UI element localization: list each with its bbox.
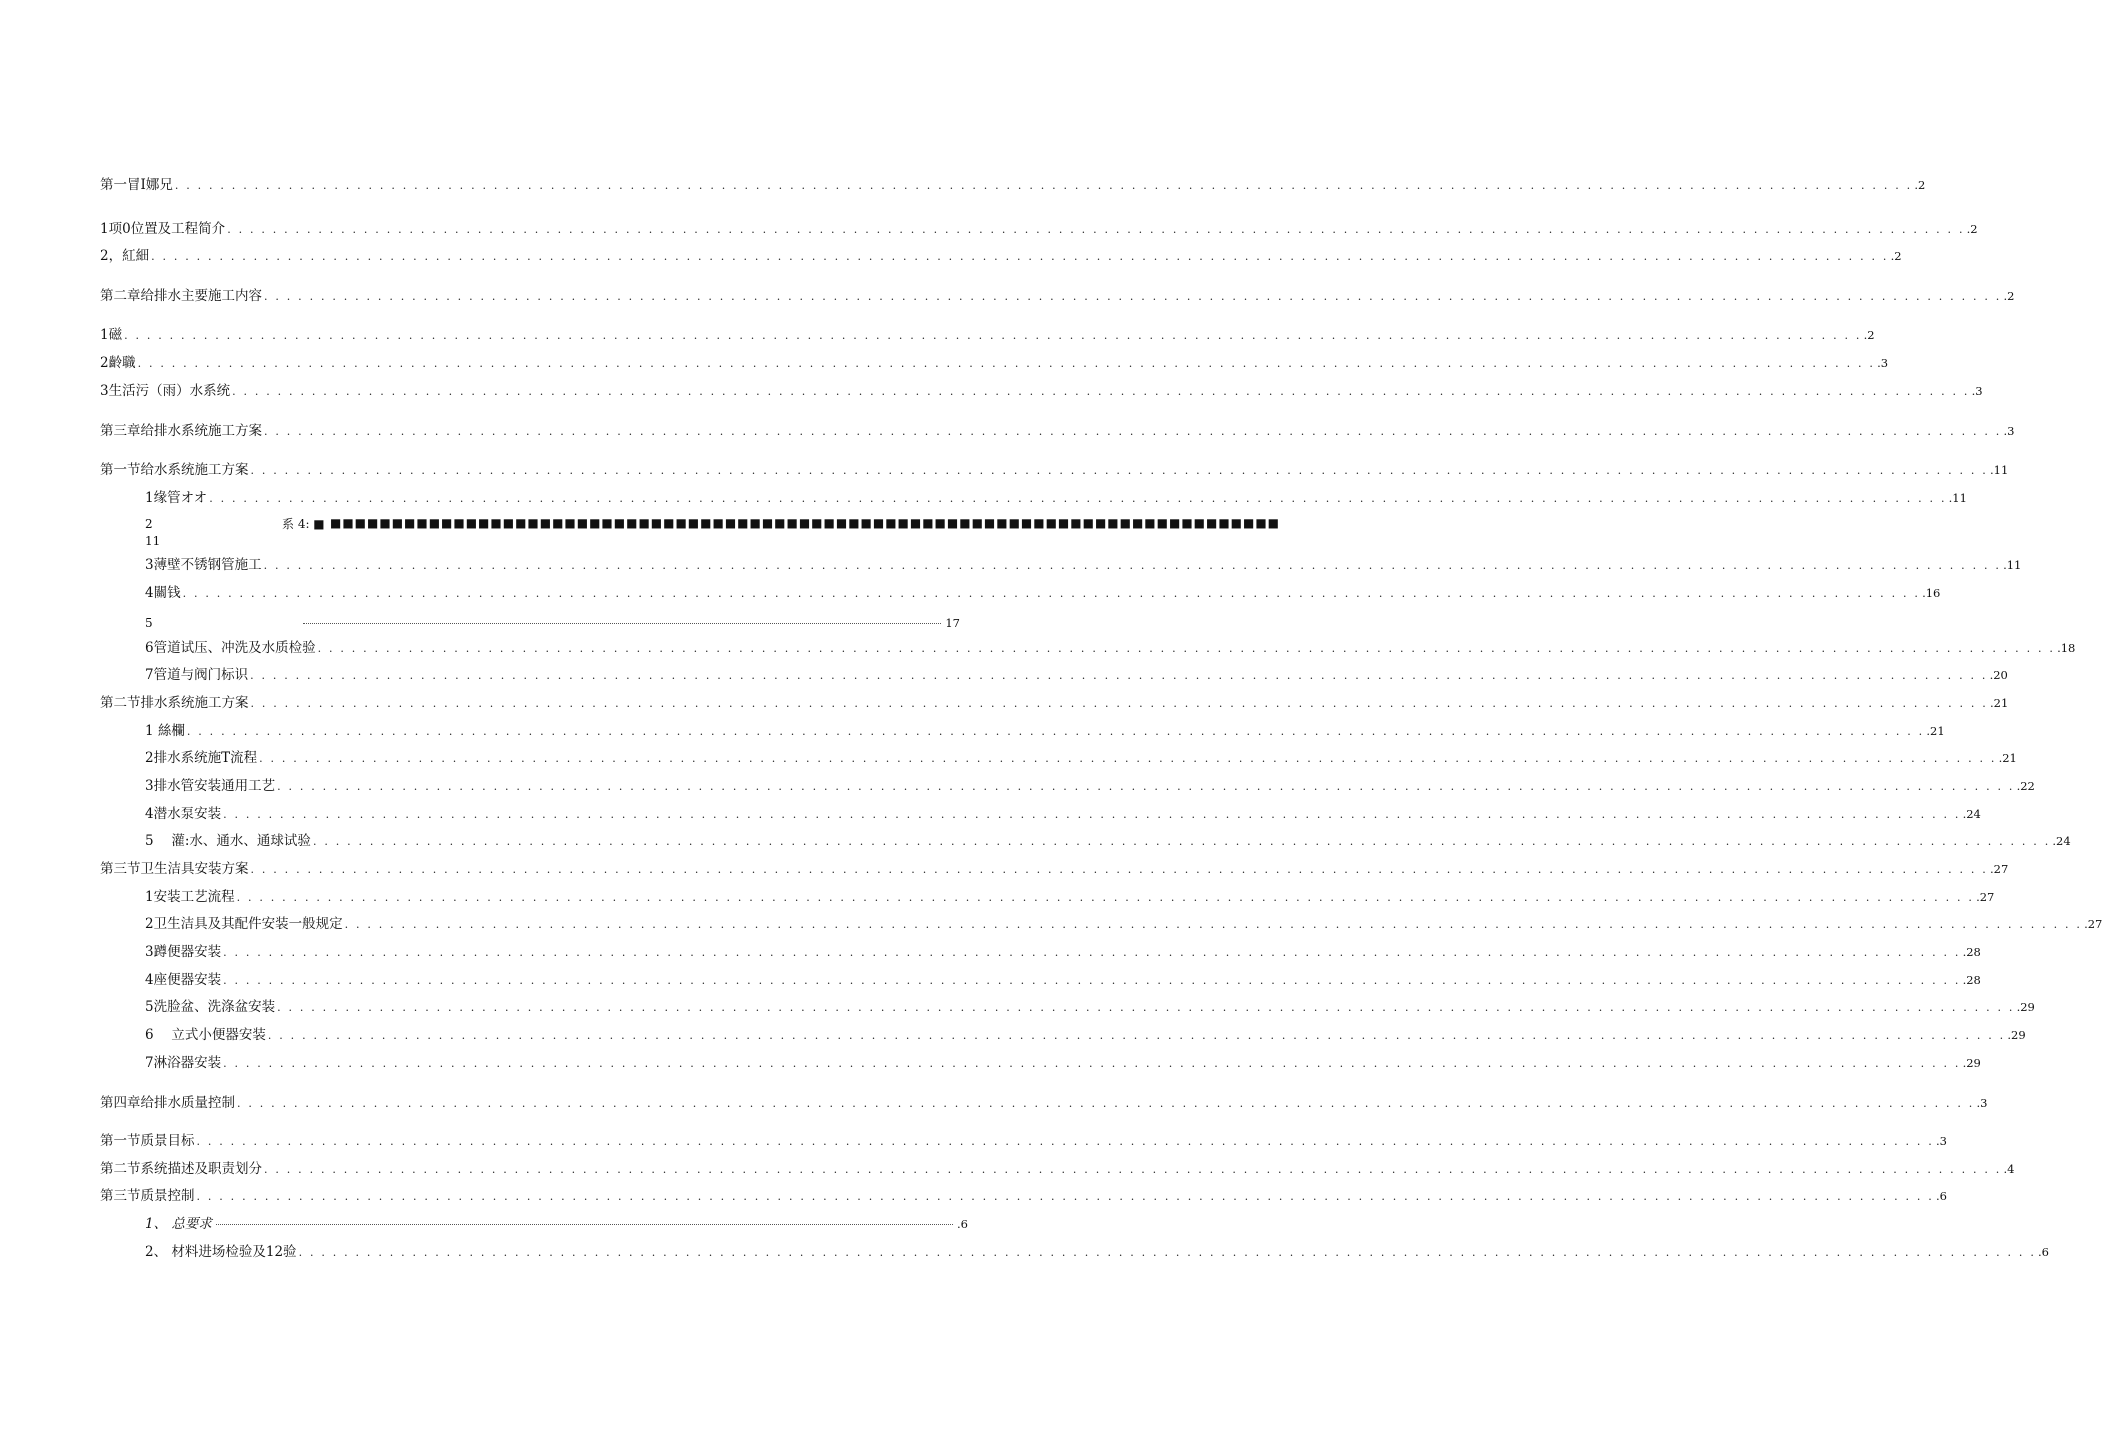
toc-entry[interactable] (145, 584, 1941, 603)
toc-entry[interactable] (100, 1187, 1947, 1206)
toc-entry[interactable] (100, 176, 1926, 195)
toc-entry-page: .29 (2007, 1028, 2026, 1042)
toc-entry-title: 1 絲欄 (145, 723, 185, 739)
toc-entry[interactable] (100, 461, 2009, 480)
toc-entry-title: 1安装工艺流程 (145, 889, 235, 905)
toc-entry-title: 5洗脸盆、洗涤盆安装 (145, 999, 276, 1015)
toc-entry-title: 7管道与阀门标识 (145, 667, 249, 683)
toc-leader-dots (183, 585, 1920, 603)
toc-entry[interactable] (100, 1160, 2015, 1179)
toc-entry-number: 5 (145, 616, 153, 630)
toc-entry[interactable] (100, 247, 1902, 266)
toc-entry[interactable] (100, 1094, 1988, 1113)
toc-entry-page: .27 (1976, 890, 1995, 904)
toc-entry[interactable] (100, 694, 2009, 713)
toc-leader-line (216, 1223, 953, 1225)
toc-entry-page: .3 (1877, 356, 1889, 370)
toc-entry-title: 2、 材料进场检验及12验 (145, 1244, 297, 1260)
toc-leader-dots (259, 750, 1996, 768)
toc-entry-page: 11 (145, 534, 161, 548)
toc-leader-dots (268, 1027, 2005, 1045)
toc-entry[interactable] (145, 1026, 2026, 1045)
toc-leader-dots (318, 640, 2055, 658)
toc-entry-title: 4關钱 (145, 585, 181, 601)
toc-entry-page: .2 (1914, 178, 1926, 192)
toc-entry[interactable] (145, 832, 2071, 851)
toc-entry-title: 3薄壁不锈钢管施工 (145, 557, 262, 573)
toc-entry-page: .11 (2003, 558, 2022, 572)
toc-entry-title: 2排水系统施T流程 (145, 750, 258, 766)
toc-entry-title: 第一冒I娜兄 (100, 177, 173, 193)
toc-leader-dots (251, 861, 1988, 879)
toc-entry-page: .3 (1971, 384, 1983, 398)
toc-entry-page: .16 (1922, 586, 1941, 600)
toc-entry[interactable] (100, 354, 1889, 373)
toc-entry-title: 第二章给排水主要施工内容 (100, 288, 262, 304)
toc-entry-title: 4座便器安装 (145, 972, 222, 988)
toc-entry-title: 6管道试压、冲洗及水质检验 (145, 640, 316, 656)
toc-leader-dots (264, 423, 2001, 441)
toc-entry-page: .11 (1989, 463, 2009, 477)
toc-entry-title: 4潜水泵安装 (145, 806, 222, 822)
toc-entry-page: 17 (945, 616, 960, 630)
toc-entry-page: .29 (2016, 1000, 2035, 1014)
toc-leader-dots (124, 327, 1861, 345)
toc-entry-title: 第一节质景目标 (100, 1133, 195, 1149)
toc-leader-dots (277, 778, 2014, 796)
toc-entry[interactable] (145, 749, 2017, 768)
toc-entry-page: .4 (2003, 1162, 2015, 1176)
toc-leader-dots (197, 1188, 1934, 1206)
toc-entry-page: .3 (2003, 424, 2015, 438)
toc-entry-page: .27 (1989, 862, 2009, 876)
garbled-leader-blocks: ■■■■■■■■■■■■■■■■■■■■■■■■■■■■■■■■■■■■■■■■■■■■■■■■■■■■■■■■■■■■■■■■■■■■■■■■■■■■■ (330, 516, 1281, 530)
toc-entry[interactable] (100, 860, 2009, 879)
toc-entry-page: .21 (1989, 696, 2009, 710)
toc-entry-title: 3蹲便器安装 (145, 944, 222, 960)
toc-entry-page: .24 (2052, 834, 2071, 848)
toc-entry[interactable] (145, 489, 1967, 508)
toc-leader-dots (227, 221, 1964, 239)
toc-entry-title: 第三节质景控制 (100, 1188, 195, 1204)
toc-leader-dots (313, 833, 2050, 851)
toc-entry-page: .2 (2003, 289, 2015, 303)
toc-leader-dots (223, 944, 1960, 962)
toc-entry[interactable] (145, 1215, 968, 1233)
toc-leader-dots (187, 723, 1924, 741)
toc-entry-title: 2卫生洁具及其配件安装一般规定 (145, 916, 343, 932)
toc-leader-dots (250, 667, 1987, 685)
toc-entry-page: .11 (1948, 491, 1967, 505)
toc-leader-dots (251, 462, 1988, 480)
toc-entry[interactable] (145, 639, 2076, 658)
toc-leader-dots (264, 288, 2001, 306)
toc-leader-dots (223, 1055, 1960, 1073)
toc-entry[interactable] (100, 220, 1978, 239)
toc-leader-dots (277, 999, 2014, 1017)
toc-entry[interactable] (145, 777, 2035, 796)
toc-leader-dots (209, 490, 1946, 508)
toc-entry-page: .2 (1890, 249, 1902, 263)
toc-leader-dots (299, 1244, 2036, 1262)
toc-leader-dots (151, 248, 1888, 266)
toc-entry-title: 第四章给排水质量控制 (100, 1095, 235, 1111)
toc-entry-title: 第二节系统描述及职责划分 (100, 1161, 262, 1177)
toc-entry-title: 1项0位置及工程简介 (100, 221, 226, 237)
toc-entry-title: 1、 总要求 (145, 1216, 212, 1232)
toc-entry-page: .18 (2057, 641, 2076, 655)
toc-leader-dots (138, 355, 1875, 373)
toc-entry[interactable] (100, 287, 2015, 306)
toc-entry-page: .3 (1976, 1096, 1988, 1110)
toc-entry[interactable] (100, 1132, 1947, 1151)
toc-entry-page: .24 (1962, 807, 1981, 821)
toc-entry-page: .21 (1998, 751, 2017, 765)
toc-entry-title: 2，紅細 (100, 248, 150, 264)
toc-leader-dots (223, 806, 1960, 824)
toc-leader-dots (251, 695, 1988, 713)
toc-entry[interactable] (145, 1243, 2050, 1262)
toc-leader-dots (223, 972, 1960, 990)
toc-entry[interactable] (145, 998, 2035, 1017)
toc-entry-page: .22 (2016, 779, 2035, 793)
toc-entry-page: .28 (1962, 973, 1981, 987)
toc-entry-page: .20 (1989, 668, 2008, 682)
toc-entry[interactable] (100, 422, 2015, 441)
toc-leader-dots (237, 889, 1974, 907)
toc-leader-dots (175, 177, 1912, 195)
toc-leader-dots (264, 557, 2001, 575)
toc-entry[interactable] (145, 915, 2102, 934)
toc-leader-dots (237, 1095, 1974, 1113)
toc-entry-page: .28 (1962, 945, 1981, 959)
toc-entry[interactable] (100, 326, 1875, 345)
toc-entry[interactable] (145, 805, 1981, 824)
toc-entry[interactable] (145, 666, 2008, 685)
toc-entry-title: 系 4: ■ (282, 517, 325, 531)
toc-entry-title: 第二节排水系统施工方案 (100, 695, 249, 711)
toc-leader-dots (345, 916, 2082, 934)
toc-entry-page: .6 (1935, 1189, 1947, 1203)
toc-entry-page: .6 (957, 1217, 968, 1231)
toc-entry[interactable] (145, 722, 1945, 741)
toc-entry-title: 第三章给排水系统施工方案 (100, 423, 262, 439)
toc-entry-title: 1磁 (100, 327, 123, 343)
toc-entry[interactable] (145, 1054, 1981, 1073)
toc-entry[interactable] (145, 888, 1995, 907)
toc-leader-dots (232, 383, 1969, 401)
toc-entry-title: 6 立式小便器安装 (145, 1027, 266, 1043)
toc-entry[interactable] (145, 614, 960, 632)
toc-entry-page: .21 (1926, 724, 1945, 738)
toc-entry-title: 1缘管オオ (145, 490, 208, 506)
toc-leader-dots (264, 1161, 2001, 1179)
toc-entry-page: .27 (2084, 917, 2102, 931)
toc-entry[interactable] (145, 971, 1981, 990)
toc-entry-title: 7淋浴器安装 (145, 1055, 222, 1071)
toc-entry[interactable] (145, 943, 1981, 962)
toc-entry-title: 3生活污（雨）水系统 (100, 383, 231, 399)
toc-entry-page: .6 (2038, 1245, 2050, 1259)
toc-entry[interactable] (145, 556, 2022, 575)
toc-entry-title: 5 灌:水、通水、通球试验 (145, 833, 311, 849)
toc-entry-title: 3排水管安装通用工艺 (145, 778, 276, 794)
toc-entry-title: 2齡職 (100, 355, 136, 371)
toc-entry-number: 2 (145, 517, 153, 531)
toc-entry-title: 第一节给水系统施工方案 (100, 462, 249, 478)
toc-entry-page: .2 (1863, 328, 1875, 342)
toc-entry-page: .3 (1935, 1134, 1947, 1148)
toc-entry[interactable] (100, 382, 1983, 401)
toc-entry-page: .2 (1966, 222, 1978, 236)
toc-leader-line (303, 622, 942, 624)
toc-entry-page: .29 (1962, 1056, 1981, 1070)
toc-leader-dots (197, 1133, 1934, 1151)
toc-entry-title: 第三节卫生洁具安装方案 (100, 861, 249, 877)
